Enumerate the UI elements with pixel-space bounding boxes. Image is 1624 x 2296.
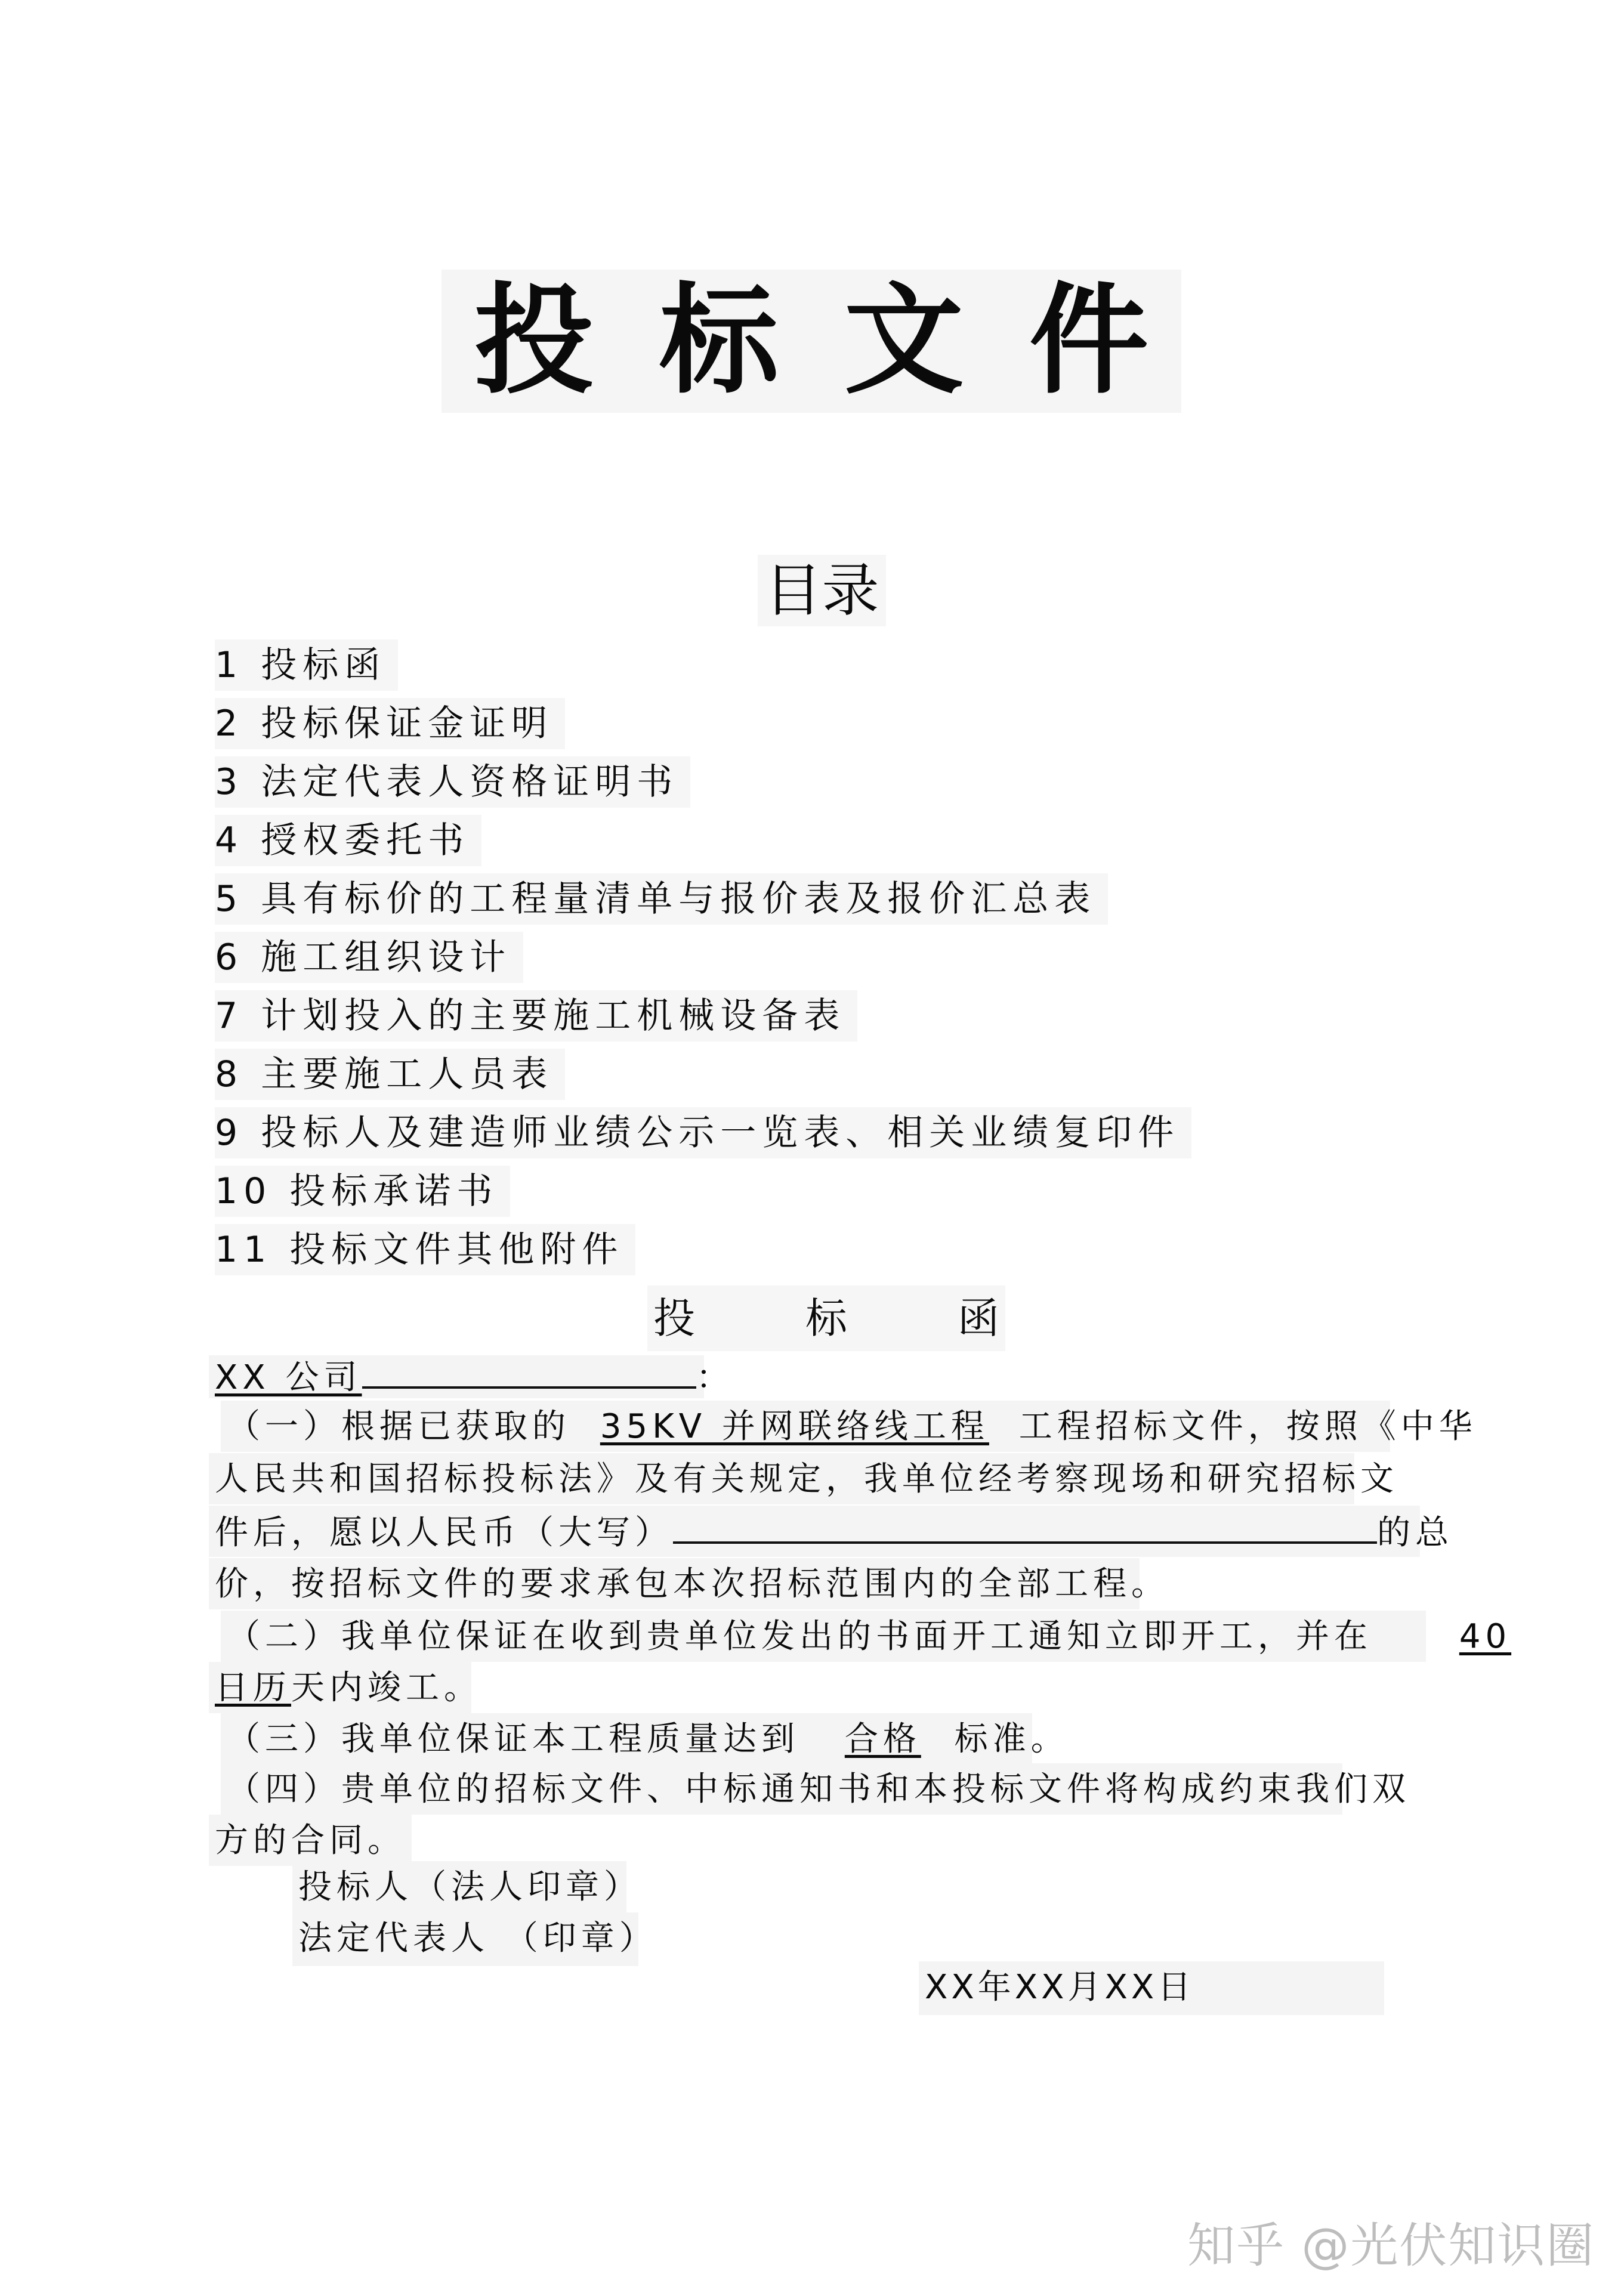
toc-item: 2 投标保证金证明 (215, 698, 565, 749)
p3-suffix: 标准。 (954, 1720, 1069, 1759)
recipient-colon: ： (696, 1358, 734, 1397)
amount-blank (673, 1508, 1377, 1544)
p1-suffix: 工程招标文件，按照《中华 (1018, 1407, 1477, 1446)
watermark: 知乎 @光伏知识圈 (1187, 2218, 1595, 2273)
completion-days: 40 (1459, 1617, 1512, 1656)
paragraph-4-line-2: 方的合同。 (215, 1821, 406, 1860)
bidder-seal: 投标人（法人印章） (298, 1868, 642, 1906)
paragraph-1-line-4: 价，按招标文件的要求承包本次招标范围内的全部工程。 (215, 1565, 1169, 1603)
document-title (441, 270, 1181, 413)
toc-item: 10 投标承诺书 (215, 1166, 510, 1217)
p1-prefix: （一）根据已获取的 (227, 1407, 570, 1446)
p1-line3-prefix: 件后，愿以人民币（大写） (215, 1513, 673, 1552)
p2-line1: （二）我单位保证在收到贵单位发出的书面开工通知立即开工，并在 (227, 1617, 1372, 1656)
toc-item: 8 主要施工人员表 (215, 1049, 565, 1100)
project-name: 35KV 并网联络线工程 (600, 1407, 989, 1446)
letter-date: XX年XX月XX日 (925, 1968, 1195, 2007)
recipient-blank (362, 1353, 696, 1389)
toc-item: 4 授权委托书 (215, 815, 481, 866)
letter-title-char: 函 (958, 1294, 999, 1343)
completion-unit: 日历 (215, 1668, 291, 1707)
toc-heading: 目录 (758, 555, 886, 626)
title-char: 投 (474, 271, 594, 410)
toc-item: 6 施工组织设计 (215, 932, 523, 983)
letter-title (647, 1285, 1005, 1351)
recipient-name: XX 公司 (215, 1358, 362, 1397)
toc-item: 9 投标人及建造师业绩公示一览表、相关业绩复印件 (215, 1107, 1191, 1158)
paragraph-2-line-1 (227, 1613, 1511, 1661)
legal-rep-seal: 法定代表人 （印章） (298, 1919, 657, 1958)
quality-standard: 合格 (844, 1720, 921, 1759)
letter-title-char: 投 (653, 1294, 695, 1343)
p1-line3-suffix: 的总 (1377, 1513, 1453, 1552)
paragraph-1-line-1 (227, 1403, 1477, 1451)
title-char: 文 (844, 271, 964, 410)
paragraph-2-line-2 (215, 1664, 482, 1712)
paragraph-1-line-3 (215, 1508, 1453, 1556)
letter-title-char: 标 (805, 1294, 847, 1343)
toc-item: 3 法定代表人资格证明书 (215, 756, 690, 808)
recipient-line (215, 1353, 734, 1401)
paragraph-3 (227, 1716, 1069, 1763)
paragraph-4-line-1: （四）贵单位的招标文件、中标通知书和本投标文件将构成约束我们双 (227, 1770, 1410, 1809)
toc-item: 11 投标文件其他附件 (215, 1224, 635, 1275)
toc-item: 1 投标函 (215, 639, 398, 691)
title-char: 件 (1029, 271, 1148, 410)
paragraph-1-line-2: 人民共和国招标投标法》及有关规定，我单位经考察现场和研究招标文 (215, 1460, 1398, 1498)
toc-item: 7 计划投入的主要施工机械设备表 (215, 990, 857, 1042)
p2-line2-suffix: 天内竣工。 (291, 1668, 482, 1707)
toc-item: 5 具有标价的工程量清单与报价表及报价汇总表 (215, 873, 1108, 925)
title-char: 标 (659, 271, 779, 410)
p3-prefix: （三）我单位保证本工程质量达到 (227, 1720, 799, 1759)
